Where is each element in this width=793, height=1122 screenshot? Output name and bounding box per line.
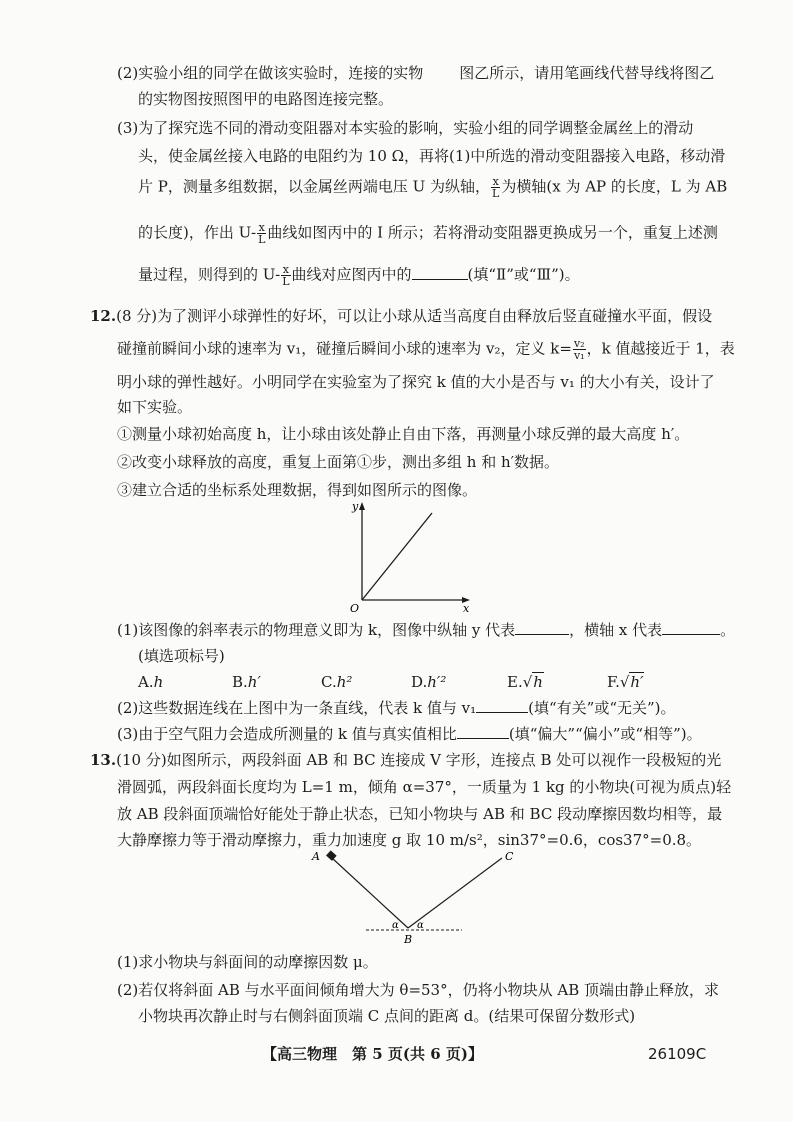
frac-numerator: x: [258, 221, 265, 234]
option-label: E.: [507, 673, 523, 691]
option-text: h²: [336, 673, 353, 691]
frac-denominator: L: [258, 233, 266, 246]
q11-part3-line1: (3)为了探究选不同的滑动变阻器对本实验的影响，实验小组的同学调整金属丝上的滑动: [117, 119, 694, 137]
q12-sub3-b: (填“偏大”“偏小”或“相等”)。: [508, 725, 702, 743]
q12-line4: 如下实验。: [117, 398, 193, 416]
q11-part3-line4: [138, 222, 718, 245]
option-label: A.: [138, 673, 154, 691]
q12-sub1: [117, 620, 735, 640]
sqrt-icon: √: [619, 673, 630, 691]
q12-line2-a: 碰撞前瞬间小球的速率为 v₁，碰撞后瞬间小球的速率为 v₂，定义 k=: [117, 339, 572, 358]
small-block: [326, 850, 337, 861]
option-label: B.: [232, 673, 248, 691]
option-text: h′²: [427, 673, 447, 691]
frac-numerator: v₂: [573, 337, 585, 350]
q13-sub1: (1)求小物块与斜面间的动摩擦因数 μ。: [117, 953, 378, 971]
answer-blank-y[interactable]: [515, 620, 569, 635]
answer-blank[interactable]: [412, 265, 468, 280]
option-text: h′: [630, 673, 644, 691]
q11-part3-line2: 头，使金属丝接入电路的电阻约为 10 Ω，再将(1)中所选的滑动变阻器接入电路，移动滑: [138, 147, 726, 165]
option-d: [411, 672, 446, 692]
point-b-label: B: [404, 933, 413, 946]
q12-step2: ②改变小球释放的高度，重复上面第①步，测出多组 h 和 h′数据。: [117, 453, 560, 471]
paper-code: 26109C: [648, 1045, 707, 1063]
option-label: D.: [411, 673, 428, 691]
point-a-label: A: [312, 850, 320, 863]
q12-sub2-b: (填“有关”或“无关”)。: [528, 699, 676, 717]
q12-sub3-a: (3)由于空气阻力会造成所测量的 k 值与真实值相比: [117, 725, 457, 743]
q12-line1-text: (8 分)为了测评小球弹性的好坏，可以让小球从适当高度自由释放后竖直碰撞水平面，假设: [116, 307, 713, 325]
x-axis-label: x: [463, 602, 470, 615]
q12-sub1-a: (1)该图像的斜率表示的物理意义即为 k，图像中纵轴 y 代表: [117, 621, 516, 639]
q11-part2-line1: [117, 63, 714, 83]
q13-line1: [90, 750, 721, 770]
q13-line2: 滑圆弧，两段斜面长度均为 L=1 m，倾角 α=37°，一质量为 1 kg 的小物块(可视为质点)轻: [117, 778, 732, 796]
q13-sub2-line1: (2)若仅将斜面 AB 与水平面间倾角增大为 θ=53°，仍将小物块从 AB 顶端由静止释放，求: [117, 981, 719, 999]
q11-part3-line5-b: 曲线对应图丙中的: [291, 265, 412, 284]
q11-part3-line3-a: 片 P，测量多组数据，以金属丝两端电压 U 为纵轴，: [138, 177, 491, 196]
angle-alpha-right: α: [417, 920, 424, 931]
q11-part2-text-b: 图乙所示，请用笔画线代替导线将图乙: [459, 64, 715, 82]
y-axis-label: y: [352, 500, 359, 513]
q11-part3-line3-b: 为横轴(x 为 AP 的长度，L 为 AB: [501, 177, 728, 196]
q12-graph: [340, 496, 480, 616]
q11-part3-line5-c: (填“Ⅱ”或“Ⅲ”)。: [467, 265, 580, 284]
q13-line4: 大静摩擦力等于滑动摩擦力，重力加速度 g 取 10 m/s²，sin37°=0.6，cos37°=0.8。: [117, 831, 702, 849]
sqrt-icon: √: [522, 673, 533, 691]
q12-line1: [90, 306, 712, 326]
q12-sub3: [117, 724, 702, 744]
frac-denominator: L: [492, 187, 500, 200]
q13-sub2-line2: 小物块再次静止时与右侧斜面顶端 C 点间的距离 d。(结果可保留分数形式): [138, 1007, 636, 1025]
question-number: 13.: [90, 751, 117, 769]
option-text: h: [533, 673, 543, 691]
q11-part3-line4-a: 的长度)，作出 U-: [138, 223, 257, 242]
answer-blank[interactable]: [457, 724, 509, 739]
slope-ab: [332, 858, 408, 928]
angle-alpha-left: α: [392, 920, 399, 931]
q12-line3: 明小球的弹性越好。小明同学在实验室为了探究 k 值的大小是否与 v₁ 的大小有关，设计了: [117, 373, 715, 391]
q13-v-slope-figure: [300, 846, 520, 946]
q11-part2-text-a: (2)实验小组的同学在做该实验时，连接的实物: [117, 64, 424, 82]
fraction-x-over-L: [491, 176, 500, 199]
page-footer-label: 【高三物理 第 5 页(共 6 页)】: [262, 1045, 483, 1063]
q13-line3: 放 AB 段斜面顶端恰好能处于静止状态，已知小物块与 AB 和 BC 段动摩擦因数均相等，最: [117, 805, 723, 823]
q12-step1: ①测量小球初始高度 h，让小球由该处静止自由下落，再测量小球反弹的最大高度 h′。: [117, 425, 690, 443]
answer-blank[interactable]: [476, 698, 528, 713]
option-a: [138, 672, 163, 692]
q11-part3-line4-b: 曲线如图丙中的 Ⅰ 所示；若将滑动变阻器更换成另一个，重复上述测: [267, 223, 718, 242]
point-c-label: C: [505, 850, 514, 863]
q12-line2: [117, 338, 735, 361]
question-number: 12.: [90, 307, 117, 325]
origin-label: O: [350, 602, 360, 615]
q12-sub2: [117, 698, 676, 718]
option-e: [507, 672, 544, 692]
q12-line2-b: ，k 值越接近于 1，表: [586, 339, 735, 358]
option-text: h′: [247, 673, 261, 691]
q12-sub1-c: 。: [720, 621, 736, 639]
y-axis-arrow: [359, 502, 365, 510]
option-c: [321, 672, 352, 692]
q12-sub1-hint: (填选项标号): [138, 647, 225, 665]
data-line: [362, 513, 432, 600]
q12-step3: ③建立合适的坐标系处理数据，得到如图所示的图像。: [117, 481, 478, 499]
answer-blank-x[interactable]: [662, 620, 720, 635]
q11-part2-line2: 的实物图按照图甲的电路图连接完整。: [138, 90, 394, 108]
q11-part3-line3: [138, 176, 727, 199]
q12-sub1-b: ，横轴 x 代表: [569, 621, 663, 639]
frac-denominator: v₁: [573, 349, 585, 362]
frac-numerator: x: [282, 263, 289, 276]
fraction-x-over-L: [281, 264, 290, 287]
q11-part3-line5: [138, 264, 580, 287]
q12-sub2-a: (2)这些数据连线在上图中为一条直线，代表 k 值与 v₁: [117, 699, 477, 717]
frac-numerator: x: [492, 175, 499, 188]
smudge: [423, 63, 459, 83]
frac-denominator: L: [282, 275, 290, 288]
q13-line1-text: (10 分)如图所示，两段斜面 AB 和 BC 连接成 V 字形，连接点 B 处可以视作一段极短的光: [116, 751, 722, 769]
option-label: C.: [321, 673, 337, 691]
q11-part3-line5-a: 量过程，则得到的 U-: [138, 265, 281, 284]
fraction-x-over-L: [257, 222, 266, 245]
slope-bc: [408, 858, 502, 928]
option-f: [607, 672, 644, 692]
fraction-k: [573, 338, 586, 361]
option-b: [232, 672, 261, 692]
option-text: h: [153, 673, 164, 691]
option-label: F.: [607, 673, 620, 691]
